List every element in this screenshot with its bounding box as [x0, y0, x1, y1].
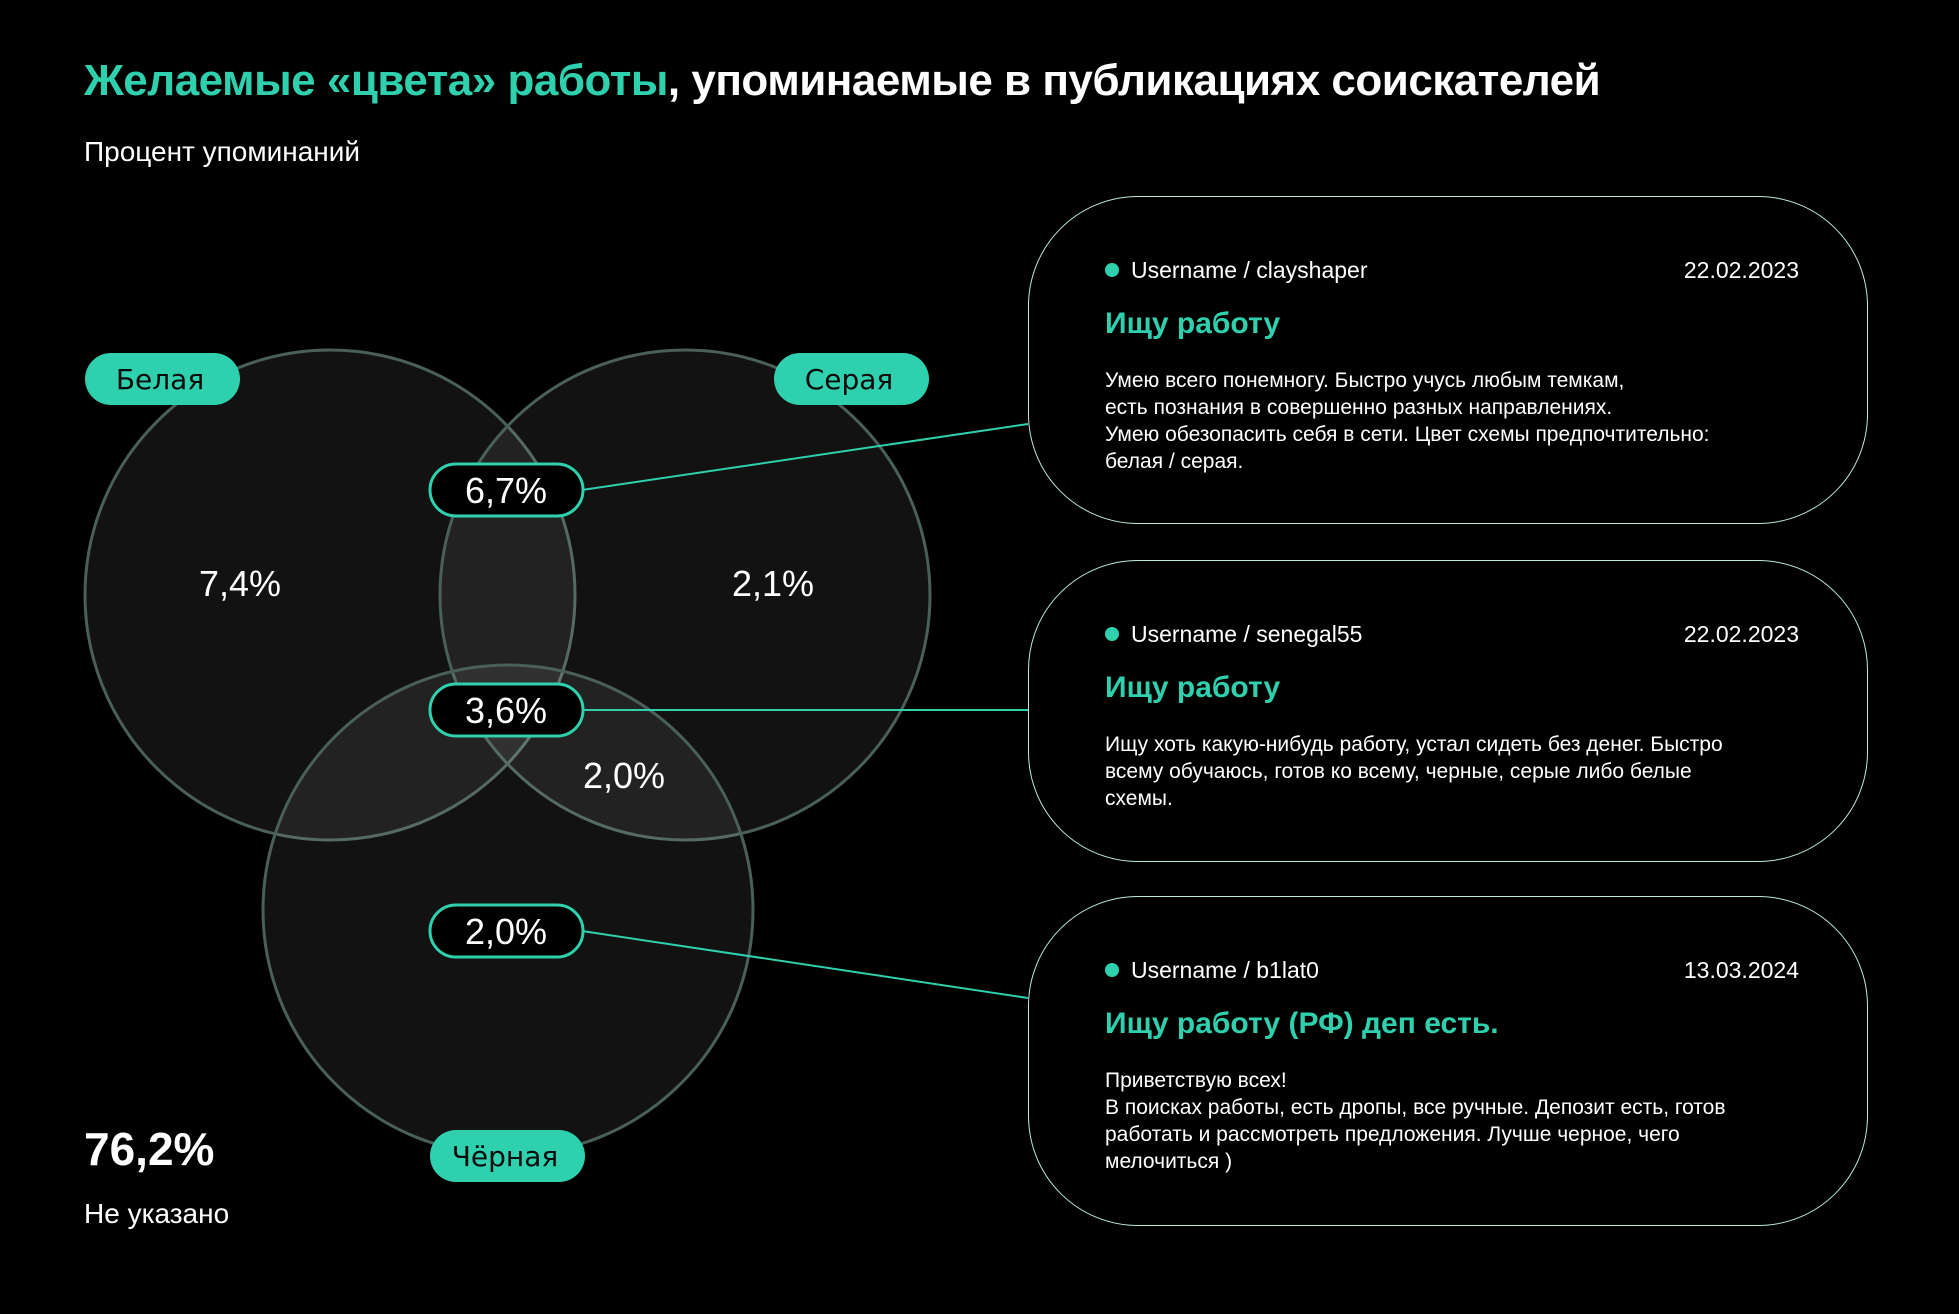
- svg-text:6,7%: 6,7%: [464, 470, 548, 511]
- post-date: 22.02.2023: [1683, 620, 1799, 647]
- page-title-accent: Желаемые «цвета» работы: [84, 56, 668, 105]
- page-title-rest: , упоминаемые в публикациях соискателей: [667, 56, 1601, 105]
- post-title: Ищу работу: [1105, 307, 1281, 340]
- status-dot-icon: [1105, 263, 1119, 277]
- post-body: Умею всего понемногу. Быстро учусь любым темкам, есть познания в совершенно разных направлениях. Умею обезопасить себя в сети. Цвет схемы предпочтительно: белая / серая.: [1105, 369, 1710, 473]
- post-date: 22.02.2023: [1683, 256, 1799, 283]
- post-title: Ищу работу (РФ) деп есть.: [1105, 1007, 1499, 1040]
- region-white-gray-pill: [430, 464, 583, 516]
- svg-text:Серая: Серая: [804, 363, 894, 396]
- post-username: Username / b1lat0: [1131, 956, 1319, 983]
- post-header: [1105, 619, 1799, 649]
- set-label-white: [85, 353, 240, 405]
- post-user: [1105, 621, 1362, 648]
- set-label-gray: [774, 353, 929, 405]
- region-black-only-pill: [430, 905, 583, 957]
- post-card: [1028, 196, 1868, 524]
- page-subtitle: Процент упоминаний: [84, 136, 361, 167]
- svg-text:3,6%: 3,6%: [464, 690, 548, 731]
- svg-text:Белая: Белая: [115, 363, 205, 396]
- post-username: Username / senegal55: [1131, 620, 1363, 647]
- region-white-only: 7,4%: [198, 563, 282, 604]
- status-dot-icon: [1105, 627, 1119, 641]
- region-all-pill: [430, 684, 583, 736]
- set-label-black: [430, 1130, 585, 1182]
- post-header: [1105, 255, 1799, 285]
- post-date: 13.03.2024: [1683, 956, 1799, 983]
- post-card: [1028, 896, 1868, 1226]
- post-header: [1105, 955, 1799, 985]
- post-user: [1105, 257, 1368, 284]
- region-gray-black: 2,0%: [582, 755, 666, 796]
- status-dot-icon: [1105, 963, 1119, 977]
- unspecified-label: Не указано: [84, 1198, 230, 1229]
- post-username: Username / clayshaper: [1131, 256, 1368, 283]
- post-body: Ищу хоть какую-нибудь работу, устал сидеть без денег. Быстро всему обучаюсь, готов ко всему, черные, серые либо белые схемы.: [1105, 733, 1723, 810]
- region-gray-only: 2,1%: [731, 563, 815, 604]
- post-title: Ищу работу: [1105, 671, 1281, 704]
- svg-text:Чёрная: Чёрная: [451, 1140, 559, 1173]
- post-card: [1028, 560, 1868, 862]
- post-user: [1105, 957, 1319, 984]
- svg-text:2,0%: 2,0%: [464, 911, 548, 952]
- unspecified-value: 76,2%: [84, 1123, 215, 1175]
- post-body: Приветствую всех! В поисках работы, есть дропы, все ручные. Депозит есть, готов работать и рассмотреть предложения. Лучше черное, чего мелочиться ): [1105, 1069, 1726, 1173]
